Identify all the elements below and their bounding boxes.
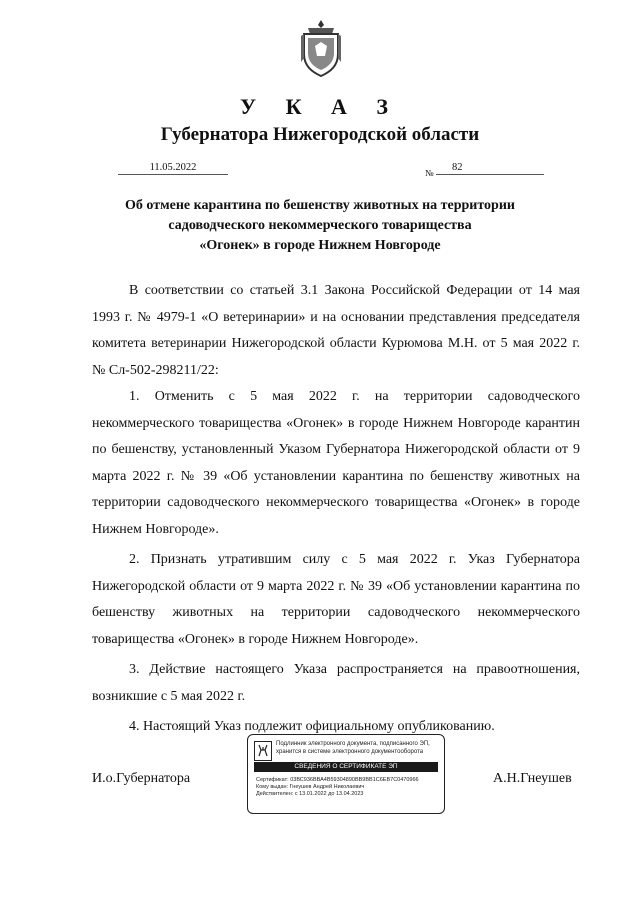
signatory-name: А.Н.Гнеушев [493, 771, 572, 786]
clause-3-paragraph: 3. Действие настоящего Указа распространяется на правоотношения, возникшие с 5 мая 2022 г. [92, 662, 580, 704]
heading-line: «Огонек» в городе Нижнем Новгороде [199, 238, 441, 253]
stamp-certificate: Сертификат: 03ВС936ВВА4В59304890ВВ9ВВ1С6ЕВ7С0470966 [256, 777, 419, 783]
stamp-valid: Действителен: с 13.01.2022 до 13.04.2023 [256, 791, 364, 797]
preamble-paragraph: В соответствии со статьей 3.1 Закона Российской Федерации от 14 мая 1993 г. № 4979-1 «О ветеринарии» и на основании представления председателя комитета ветеринарии Нижегородской области Курюмова М.Н. от 5 мая 2022 г. № Сл-502-298211/22: [92, 283, 580, 378]
document-number: 82 [436, 162, 544, 175]
deer-logo-icon [254, 741, 272, 761]
electronic-signature-stamp [247, 734, 445, 814]
clause-2-paragraph: 2. Признать утратившим силу с 5 мая 2022 г. Указ Губернатора Нижегородской области от 9 марта 2022 г. № 39 «Об установлении карантина по бешенству животных на территории садоводческого некоммерческого товарищества «Огонек» в городе Нижнем Новгороде». [92, 552, 580, 647]
document-subtitle: Губернатора Нижегородской области [160, 124, 480, 145]
clause-4-paragraph: 4. Настоящий Указ подлежит официальному опубликованию. [129, 719, 495, 734]
signatory-position: И.о.Губернатора [92, 771, 191, 786]
stamp-notice: Подлинник электронного документа, подписанного ЭП, хранится в системе электронного документооборота [276, 741, 430, 755]
coat-of-arms-emblem [300, 18, 342, 80]
document-date: 11.05.2022 [118, 162, 228, 175]
document-heading [60, 196, 580, 256]
document-title: У К А З [239, 94, 401, 119]
heading-line: Об отмене карантина по бешенству животных на территории [125, 198, 515, 213]
clause-1-paragraph: 1. Отменить с 5 мая 2022 г. на территории садоводческого некоммерческого товарищества «Огонек» в городе Нижнем Новгороде карантин по бешенству, установленный Указом Губернатора Нижегородской области от 9 марта 2022 г. № 39 «Об установлении карантина по бешенству животных на территории садоводческого некоммерческого товарищества «Огонек» в городе Нижнем Новгороде». [92, 389, 580, 537]
stamp-issued-to: Кому выдан: Гнеушев Андрей Николаевич [256, 784, 365, 790]
stamp-details [256, 777, 440, 798]
stamp-bar-title: СВЕДЕНИЯ О СЕРТИФИКАТЕ ЭП [254, 762, 438, 772]
heading-line: садоводческого некоммерческого товарищества [168, 218, 472, 233]
number-label: № [425, 168, 434, 178]
document-body [92, 278, 580, 741]
